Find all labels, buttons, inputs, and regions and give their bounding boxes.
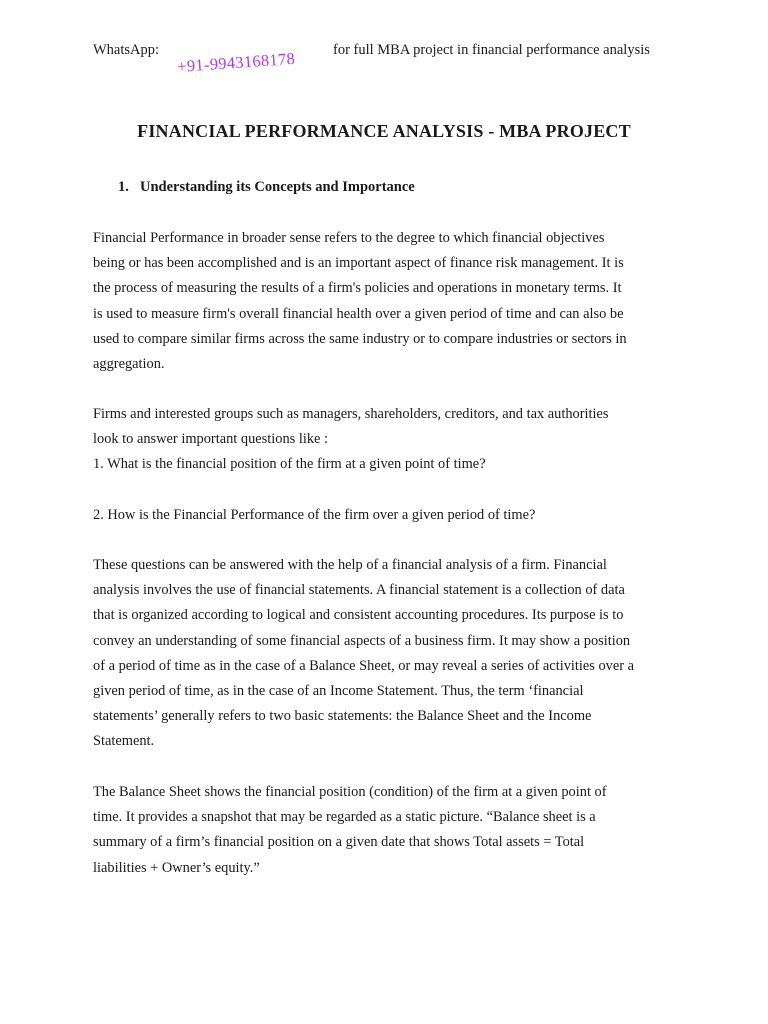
paragraph-line: Firms and interested groups such as managers, shareholders, creditors, and tax authorities bbox=[93, 406, 609, 422]
paragraph-line: the process of measuring the results of a firm's policies and operations in monetary terms. It bbox=[93, 280, 622, 297]
paragraph-line: look to answer important questions like : bbox=[93, 431, 329, 448]
paragraph-line: used to compare similar firms across the same industry or to compare industries or sectors in bbox=[93, 330, 627, 347]
paragraph-line: These questions can be answered with the help of a financial analysis of a firm. Financial bbox=[93, 557, 607, 573]
paragraph-line: 1. What is the financial position of the firm at a given point of time? bbox=[93, 456, 486, 473]
paragraph-line: Statement. bbox=[93, 733, 155, 750]
paragraph-line: analysis involves the use of financial statements. A financial statement is a collection of data bbox=[93, 582, 625, 599]
paragraph-line: time. It provides a snapshot that may be regarded as a static picture. “Balance sheet is a bbox=[93, 809, 596, 826]
paragraph-line: aggregation. bbox=[93, 356, 165, 373]
paragraph-line: liabilities + Owner’s equity.” bbox=[93, 859, 260, 876]
paragraph-line: is used to measure firm's overall financial health over a given period of time and can also be bbox=[93, 305, 624, 322]
paragraph-line: convey an understanding of some financial aspects of a business firm. It may show a position bbox=[93, 632, 631, 649]
section-heading bbox=[118, 179, 415, 196]
paragraph-line: 2. How is the Financial Performance of the firm over a given period of time? bbox=[93, 507, 536, 523]
header-whatsapp-label: WhatsApp: bbox=[93, 42, 160, 58]
paragraph-line: The Balance Sheet shows the financial position (condition) of the firm at a given point of bbox=[93, 784, 607, 800]
body-paragraph bbox=[93, 780, 713, 881]
body-paragraph bbox=[93, 402, 713, 478]
paragraph-line: being or has been accomplished and is an important aspect of finance risk management. It is bbox=[93, 255, 624, 272]
header-promo-text: for full MBA project in financial performance analysis bbox=[333, 42, 650, 58]
paragraph-line: given period of time, as in the case of an Income Statement. Thus, the term ‘financial bbox=[93, 683, 584, 700]
body-paragraph bbox=[93, 226, 713, 377]
section-number: 1. bbox=[118, 179, 129, 195]
header-phone-number: +91-9943168178 bbox=[176, 48, 296, 77]
paragraph-line: Financial Performance in broader sense refers to the degree to which financial objectives bbox=[93, 230, 605, 246]
paragraph-line: summary of a firm’s financial position on a given date that shows Total assets = Total bbox=[93, 834, 585, 851]
paragraph-line: that is organized according to logical and consistent accounting procedures. Its purpose is to bbox=[93, 607, 624, 624]
body-paragraph bbox=[93, 503, 713, 528]
body-paragraph bbox=[93, 553, 713, 755]
paragraph-line: statements’ generally refers to two basic statements: the Balance Sheet and the Income bbox=[93, 708, 592, 725]
section-heading-text: Understanding its Concepts and Importance bbox=[140, 179, 415, 195]
paragraph-line: of a period of time as in the case of a Balance Sheet, or may reveal a series of activities over a bbox=[93, 657, 635, 674]
document-title: FINANCIAL PERFORMANCE ANALYSIS - MBA PROJECT bbox=[137, 121, 631, 141]
